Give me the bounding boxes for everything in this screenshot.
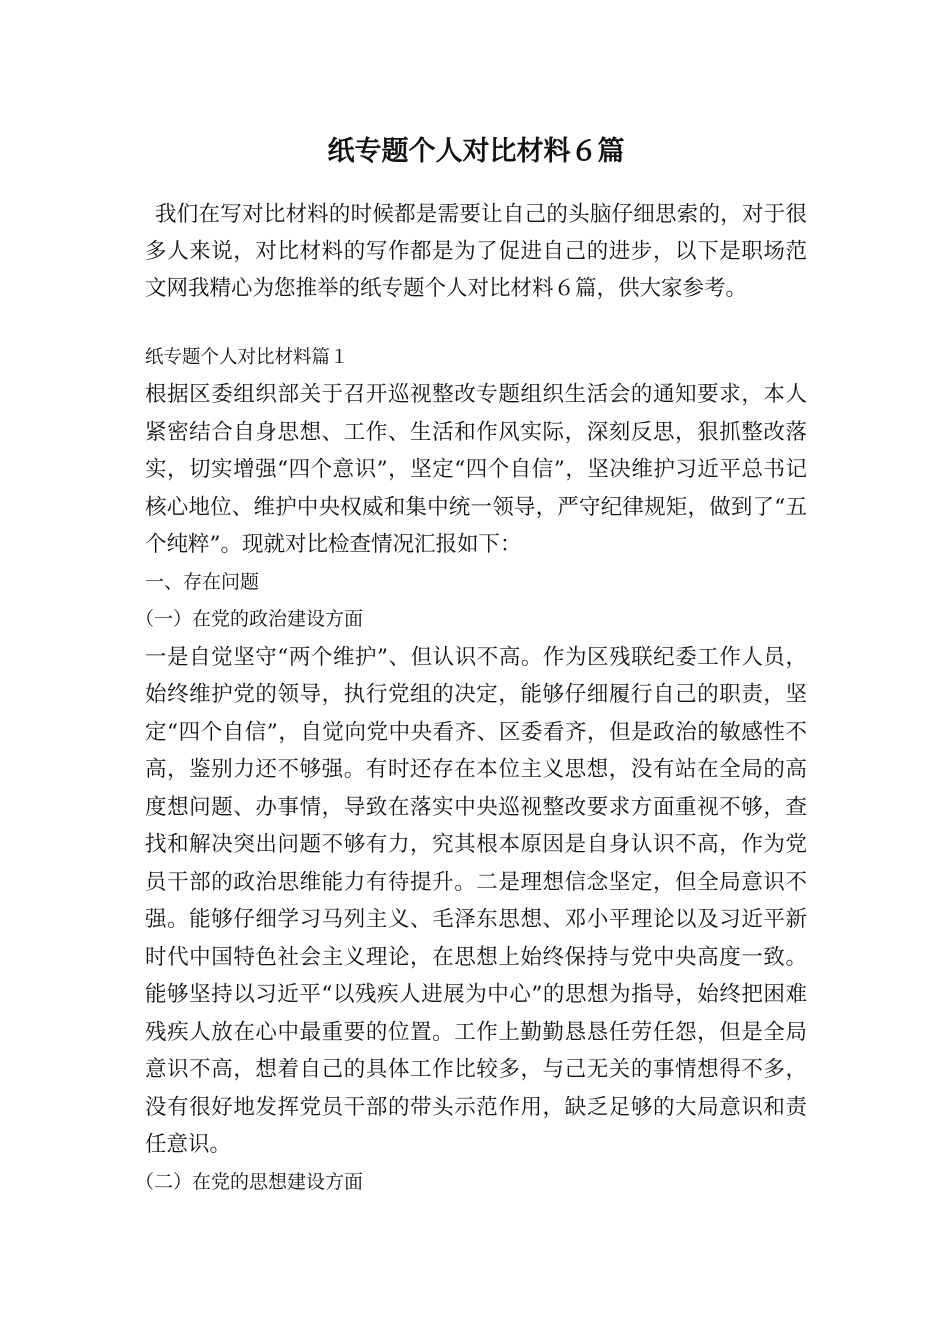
section-heading: 纸专题个人对比材料篇１ — [145, 347, 349, 368]
subheading-ideological-building: （二）在党的思想建设方面 — [135, 1170, 364, 1193]
intro-paragraph: 我们在写对比材料的时候都是需要让自己的头脑仔细思索的，对于很多人来说，对比材料的写作都是为了促进自己的进步，以下是职场范文网我精心为您推举的纸专题个人对比材料６篇，供大家参考。 — [145, 202, 807, 301]
document-title: 纸专题个人对比材料６篇 — [327, 136, 625, 167]
subheading-political-building: （一）在党的政治建设方面 — [135, 608, 364, 630]
political-building-paragraph: 一是自觉坚守“两个维护”、但认识不高。作为区残联纪委工作人员，始终维护党的领导，执行党组的决定，能够仔细履行自己的职责，坚定“四个自信”，自觉向党中央看齐、区委看齐，但是政治的敏感性不高，鉴别力还不够强。有时还存在本位主义思想，没有站在全局的高度想问题、办事情，导致在落实中央巡视整改要求方面重视不够，查找和解决突出问题不够有力，究其根本原因是自身认识不高，作为党员干部的政治思维能力有待提升。二是理想信念坚定，但全局意识不强。能够仔细学习马列主义、毛泽东思想、邓小平理论以及习近平新时代中国特色社会主义理论，在思想上始终保持与党中央高度一致。能够坚持以习近平“以残疾人进展为中心”的思想为指导，始终把困难残疾人放在心中最重要的位置。工作上勤勤恳恳任劳任怨，但是全局意识不高，想着自己的具体工作比较多，与己无关的事情想得不多，没有很好地发挥党员干部的带头示范作用，缺乏足够的大局意识和责任意识。 — [145, 644, 807, 1157]
opening-paragraph: 根据区委组织部关于召开巡视整改专题组织生活会的通知要求，本人紧密结合自身思想、工作、生活和作风实际，深刻反思，狠抓整改落实，切实增强“四个意识”，坚定“四个自信”，坚决维护习近平总书记核心地位、维护中央权威和集中统一领导，严守纪律规矩，做到了“五个纯粹”。现就对比检查情况汇报如下： — [145, 382, 807, 557]
part-heading-problems: 一、存在问题 — [145, 570, 260, 593]
section-1 — [135, 340, 807, 1201]
